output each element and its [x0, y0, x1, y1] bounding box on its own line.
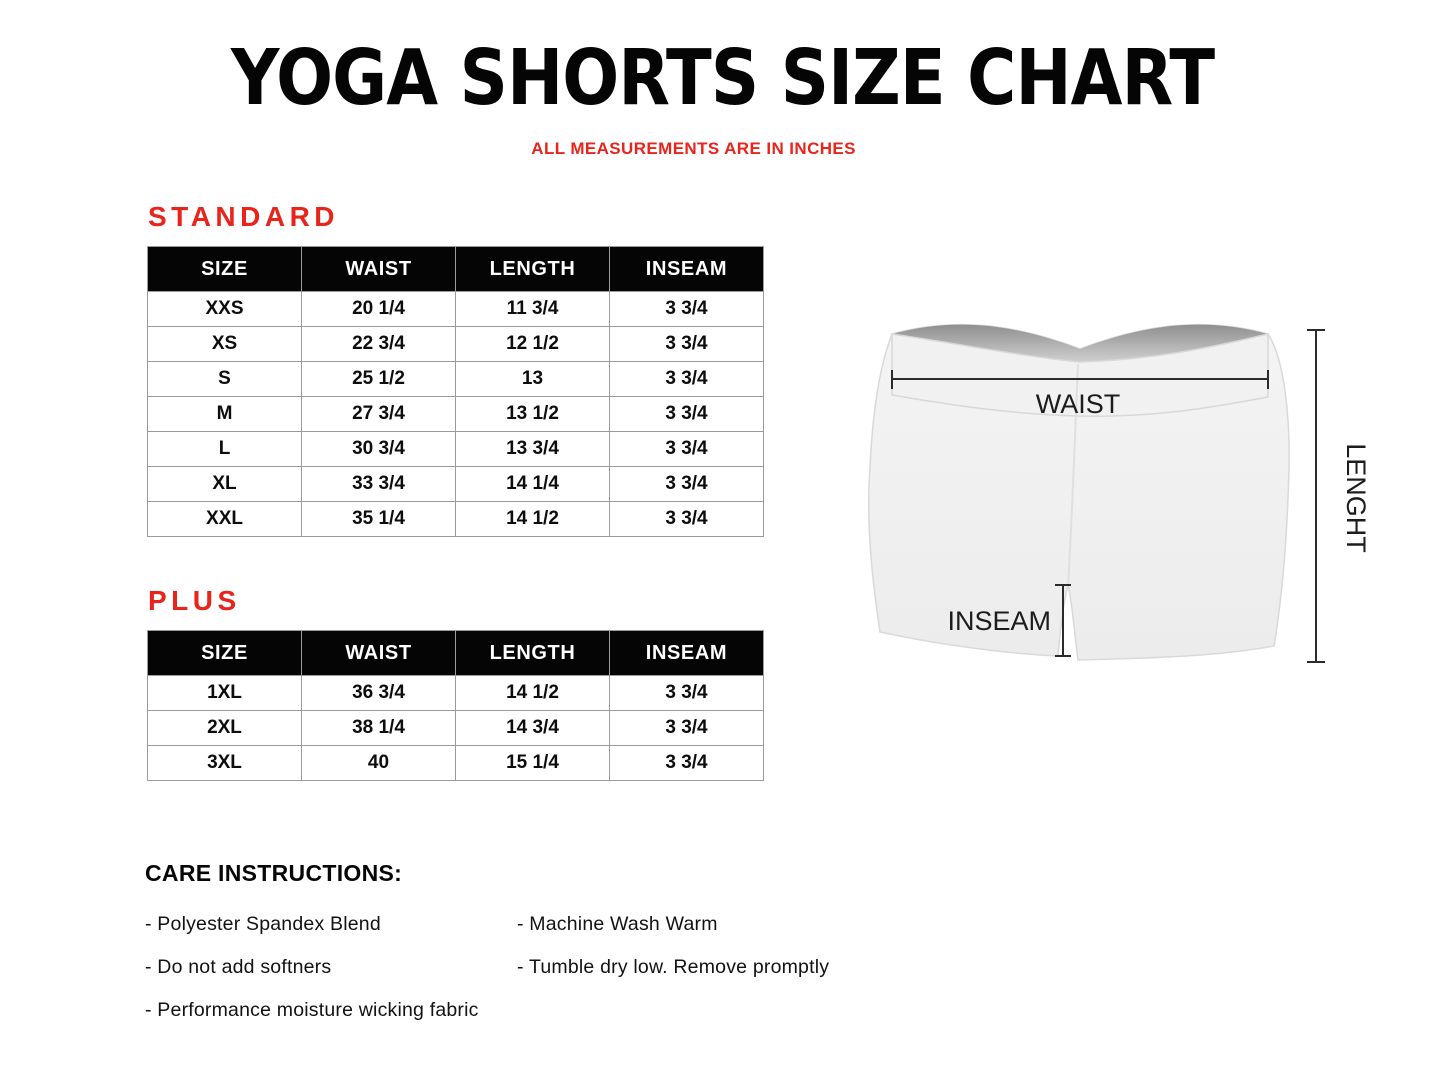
table-cell: 3 3/4 [610, 327, 764, 362]
measurements-note: ALL MEASUREMENTS ARE IN INCHES [531, 139, 856, 158]
plus-size-table [147, 630, 764, 781]
column-header: SIZE [148, 631, 302, 676]
table-cell: 13 1/2 [456, 397, 610, 432]
shorts-illustration [869, 325, 1289, 660]
table-cell: M [148, 397, 302, 432]
table-cell: 3 3/4 [610, 362, 764, 397]
table-row [148, 292, 764, 327]
table-row [148, 327, 764, 362]
table-cell: 3 3/4 [610, 467, 764, 502]
table-cell: 1XL [148, 676, 302, 711]
table-cell: 27 3/4 [302, 397, 456, 432]
table-cell: 25 1/2 [302, 362, 456, 397]
table-cell: 22 3/4 [302, 327, 456, 362]
length-measure-line [1307, 330, 1325, 662]
table-cell: 3 3/4 [610, 292, 764, 327]
table-cell: 12 1/2 [456, 327, 610, 362]
column-header: SIZE [148, 247, 302, 292]
table-cell: 14 1/4 [456, 467, 610, 502]
table-row [148, 746, 764, 781]
care-instruction-item: - Polyester Spandex Blend [145, 913, 381, 935]
table-cell: 33 3/4 [302, 467, 456, 502]
table-cell: XXL [148, 502, 302, 537]
table-cell: XL [148, 467, 302, 502]
table-row [148, 676, 764, 711]
table-cell: 3XL [148, 746, 302, 781]
care-instruction-item: - Do not add softners [145, 956, 332, 978]
shorts-measurement-diagram [860, 300, 1371, 690]
column-header: INSEAM [610, 247, 764, 292]
care-list-column-1 [145, 913, 479, 1042]
table-cell: XXS [148, 292, 302, 327]
care-instruction-item: - Performance moisture wicking fabric [145, 999, 479, 1021]
standard-section-heading: STANDARD [148, 201, 340, 232]
page-title: YOGA SHORTS SIZE CHART [230, 34, 1215, 123]
table-cell: S [148, 362, 302, 397]
table-cell: 2XL [148, 711, 302, 746]
table-cell: L [148, 432, 302, 467]
column-header: LENGTH [456, 247, 610, 292]
table-cell: 40 [302, 746, 456, 781]
table-cell: 35 1/4 [302, 502, 456, 537]
header-row [148, 631, 764, 676]
table-cell: 15 1/4 [456, 746, 610, 781]
column-header: LENGTH [456, 631, 610, 676]
waist-label: WAIST [1035, 389, 1121, 419]
column-header: WAIST [302, 247, 456, 292]
table-row [148, 362, 764, 397]
table-cell: 3 3/4 [610, 746, 764, 781]
table-cell: 38 1/4 [302, 711, 456, 746]
table-row [148, 502, 764, 537]
plus-section-heading: PLUS [148, 585, 241, 616]
table-cell: 3 3/4 [610, 676, 764, 711]
inseam-label: INSEAM [947, 606, 1051, 636]
column-header: WAIST [302, 631, 456, 676]
care-list-column-2 [517, 913, 829, 999]
care-instructions-heading: CARE INSTRUCTIONS: [145, 860, 403, 886]
table-cell: 14 1/2 [456, 676, 610, 711]
care-instruction-item: - Machine Wash Warm [517, 913, 718, 935]
table-row [148, 397, 764, 432]
table-cell: 30 3/4 [302, 432, 456, 467]
table-cell: 11 3/4 [456, 292, 610, 327]
care-instruction-item: - Tumble dry low. Remove promptly [517, 956, 830, 978]
table-cell: 13 3/4 [456, 432, 610, 467]
table-cell: XS [148, 327, 302, 362]
table-cell: 13 [456, 362, 610, 397]
table-row [148, 432, 764, 467]
table-row [148, 467, 764, 502]
table-cell: 3 3/4 [610, 502, 764, 537]
standard-size-table [147, 246, 764, 537]
column-header: INSEAM [610, 631, 764, 676]
table-cell: 14 3/4 [456, 711, 610, 746]
table-cell: 3 3/4 [610, 432, 764, 467]
table-cell: 36 3/4 [302, 676, 456, 711]
table-cell: 14 1/2 [456, 502, 610, 537]
table-cell: 3 3/4 [610, 397, 764, 432]
header-row [148, 247, 764, 292]
length-label: LENGHT [1341, 443, 1371, 553]
table-cell: 20 1/4 [302, 292, 456, 327]
table-cell: 3 3/4 [610, 711, 764, 746]
table-row [148, 711, 764, 746]
